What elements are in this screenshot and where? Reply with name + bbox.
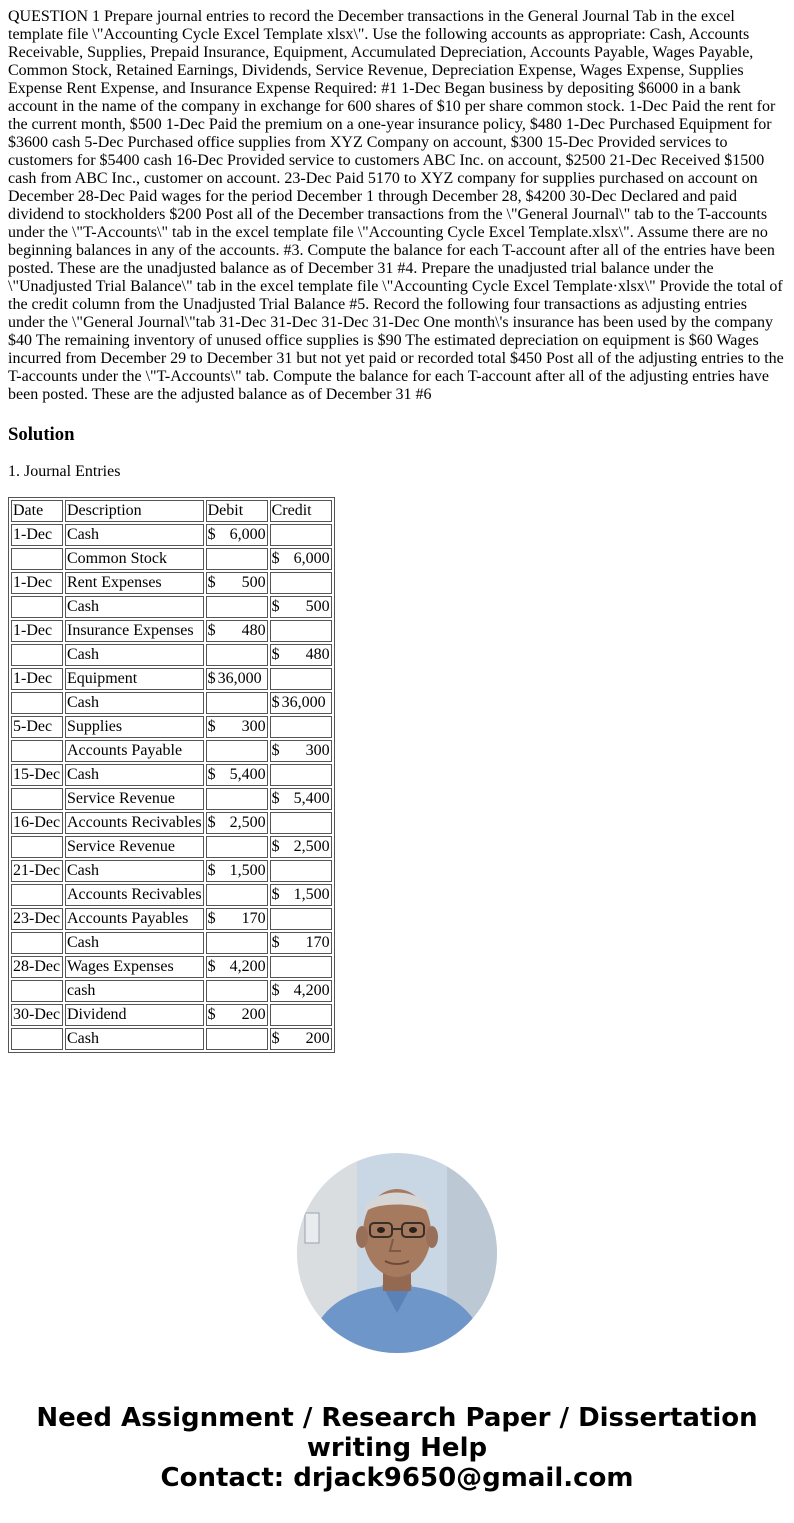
cell-debit [206, 836, 268, 858]
cell-credit [270, 524, 332, 546]
currency-symbol: $ [207, 670, 216, 687]
cell-date: 1-Dec [11, 620, 63, 642]
credit-amount: 5,400 [293, 790, 330, 807]
cell-credit [270, 1004, 332, 1026]
cell-date: 21-Dec [11, 860, 63, 882]
debit-amount: 5,400 [229, 766, 266, 783]
solution-heading: Solution [8, 424, 75, 445]
journal-entries-heading: 1. Journal Entries [8, 463, 121, 480]
cell-credit [270, 764, 332, 786]
header-debit: Debit [206, 500, 268, 522]
currency-symbol: $ [271, 598, 280, 615]
table-row [11, 836, 332, 858]
cell-debit [206, 980, 268, 1002]
table-row [11, 692, 332, 714]
cell-description: Service Revenue [65, 788, 204, 810]
table-row [11, 572, 332, 594]
cell-debit [206, 1004, 268, 1026]
cell-debit [206, 860, 268, 882]
currency-symbol: $ [271, 886, 280, 903]
cell-description: Cash [65, 1028, 204, 1050]
table-row [11, 1028, 332, 1050]
currency-symbol: $ [207, 718, 216, 735]
table-row [11, 716, 332, 738]
header-credit: Credit [270, 500, 332, 522]
currency-symbol: $ [271, 838, 280, 855]
cell-description: Wages Expenses [65, 956, 204, 978]
cell-description: Accounts Recivables [65, 884, 204, 906]
debit-amount: 300 [241, 718, 266, 735]
credit-amount: 480 [305, 646, 330, 663]
currency-symbol: $ [271, 550, 280, 567]
table-row [11, 524, 332, 546]
debit-amount: 480 [241, 622, 266, 639]
journal-table [8, 497, 335, 1053]
debit-amount: 1,500 [229, 862, 266, 879]
cell-debit [206, 644, 268, 666]
cell-debit [206, 812, 268, 834]
table-row [11, 812, 332, 834]
table-row [11, 884, 332, 906]
cell-credit [270, 1028, 332, 1050]
cell-date [11, 548, 63, 570]
credit-amount: 1,500 [293, 886, 330, 903]
currency-symbol: $ [207, 574, 216, 591]
credit-amount: 170 [305, 934, 330, 951]
currency-symbol: $ [207, 1006, 216, 1023]
table-row [11, 932, 332, 954]
table-row [11, 980, 332, 1002]
cell-description: Accounts Payables [65, 908, 204, 930]
credit-amount: 6,000 [293, 550, 330, 567]
cell-description: cash [65, 980, 204, 1002]
cell-debit [206, 548, 268, 570]
table-row [11, 740, 332, 762]
cell-description: Common Stock [65, 548, 204, 570]
credit-amount: 2,500 [293, 838, 330, 855]
table-row [11, 860, 332, 882]
table-row [11, 1004, 332, 1026]
cell-description: Cash [65, 764, 204, 786]
table-row [11, 668, 332, 690]
table-row [11, 548, 332, 570]
question-text: QUESTION 1 Prepare journal entries to record the December transactions in the General Journal Tab in the excel template file \"Accounting Cycle Excel Template xlsx\". Use the following accounts as appropriate: Cash, Accounts Receivable, Supplies, Prepaid Insurance, Equipment, Accumulated Depreciation, Accounts Payable, Wages Payable, Common Stock, Retained Earnings, Dividends, Service Revenue, Depreciation Expense, Wages Expense, Supplies Expense Rent Expense, and Insurance Expense Required: #1 1-Dec Began business by depositing $6000 in a bank account in the name of the company in exchange for 600 shares of $10 per share common stock. 1-Dec Paid the rent for the current month, $500 1-Dec Paid the premium on a one-year insurance policy, $480 1-Dec Purchased Equipment for $3600 cash 5-Dec Purchased office supplies from XYZ Company on account, $300 15-Dec Provided services to customers for $5400 cash 16-Dec Provided service to customers ABC Inc. on account, $2500 21-Dec Received $1500 cash from ABC Inc., customer on account. 23-Dec Paid 5170 to XYZ company for supplies purchased on account on December 28-Dec Paid wages for the period December 1 through December 28, $4200 30-Dec Declared and paid dividend to stockholders $200 Post all of the December transactions from the \"General Journal\" tab to the T-accounts under the \"T-Accounts\" tab in the excel template file \"Accounting Cycle Excel Template.xlsx\". Assume there are no beginning balances in any of the accounts. #3. Compute the balance for each T-account after all of the entries have been posted. These are the unadjusted balance as of December 31 #4. Prepare the unadjusted trial balance under the \"Unadjusted Trial Balance\" tab in the excel template file \"Accounting Cycle Excel Template·xlsx\" Provide the total of the credit column from the Unadjusted Trial Balance #5. Record the following four transactions as adjusting entries under the \"General Journal\"tab 31-Dec 31-Dec 31-Dec 31-Dec One month\'s insurance has been used by the company $40 The remaining inventory of unused office supplies is $90 The estimated depreciation on equipment is $60 Wages incurred from December 29 to December 31 but not yet paid or recorded total $450 Post all of the adjusting entries to the T-accounts under the \"T-Accounts\" tab. Compute the balance for each T-account after all of the adjusting entries have been posted. These are the adjusted balance as of December 31 #6 [8, 8, 784, 403]
currency-symbol: $ [207, 814, 216, 831]
cell-debit [206, 1028, 268, 1050]
table-row [11, 908, 332, 930]
journal-header-row [11, 500, 332, 522]
cell-date [11, 1028, 63, 1050]
credit-amount: 300 [305, 742, 330, 759]
cell-date: 16-Dec [11, 812, 63, 834]
cell-date: 15-Dec [11, 764, 63, 786]
cell-debit [206, 668, 268, 690]
cell-date: 1-Dec [11, 524, 63, 546]
cell-date [11, 596, 63, 618]
cell-debit [206, 788, 268, 810]
cell-description: Rent Expenses [65, 572, 204, 594]
table-row [11, 764, 332, 786]
currency-symbol: $ [207, 862, 216, 879]
header-description: Description [65, 500, 204, 522]
debit-amount: 36,000 [217, 670, 262, 687]
debit-amount: 6,000 [229, 526, 266, 543]
cell-date: 5-Dec [11, 716, 63, 738]
cell-description: Cash [65, 860, 204, 882]
cell-credit [270, 836, 332, 858]
cell-debit [206, 764, 268, 786]
cell-description: Service Revenue [65, 836, 204, 858]
cell-credit [270, 884, 332, 906]
credit-amount: 500 [305, 598, 330, 615]
currency-symbol: $ [271, 790, 280, 807]
cell-description: Dividend [65, 1004, 204, 1026]
currency-symbol: $ [271, 1030, 280, 1047]
debit-amount: 500 [241, 574, 266, 591]
currency-symbol: $ [271, 982, 280, 999]
cell-date [11, 788, 63, 810]
cell-debit [206, 620, 268, 642]
currency-symbol: $ [271, 646, 280, 663]
currency-symbol: $ [207, 910, 216, 927]
cell-date: 23-Dec [11, 908, 63, 930]
table-row [11, 596, 332, 618]
table-row [11, 788, 332, 810]
credit-amount: 36,000 [281, 694, 326, 711]
cell-debit [206, 740, 268, 762]
currency-symbol: $ [271, 934, 280, 951]
cell-credit [270, 788, 332, 810]
debit-amount: 170 [241, 910, 266, 927]
table-row [11, 644, 332, 666]
person-photo-icon [297, 1153, 497, 1353]
currency-symbol: $ [271, 742, 280, 759]
cell-description: Insurance Expenses [65, 620, 204, 642]
currency-symbol: $ [207, 766, 216, 783]
cell-description: Cash [65, 596, 204, 618]
debit-amount: 200 [241, 1006, 266, 1023]
cell-date [11, 980, 63, 1002]
currency-symbol: $ [207, 526, 216, 543]
cell-debit [206, 692, 268, 714]
cell-description: Accounts Payable [65, 740, 204, 762]
cell-description: Accounts Recivables [65, 812, 204, 834]
footer-line-2: writing Help [306, 1433, 488, 1463]
cell-credit [270, 668, 332, 690]
cell-description: Cash [65, 932, 204, 954]
cell-description: Cash [65, 644, 204, 666]
cell-debit [206, 716, 268, 738]
cell-credit [270, 860, 332, 882]
cell-credit [270, 716, 332, 738]
cell-credit [270, 980, 332, 1002]
header-date: Date [11, 500, 63, 522]
cell-description: Supplies [65, 716, 204, 738]
cell-credit [270, 740, 332, 762]
cell-description: Cash [65, 524, 204, 546]
currency-symbol: $ [207, 958, 216, 975]
cell-credit [270, 908, 332, 930]
footer-contact: Contact: drjack9650@gmail.com [160, 1463, 634, 1493]
cell-description: Equipment [65, 668, 204, 690]
cell-date [11, 932, 63, 954]
credit-amount: 200 [305, 1030, 330, 1047]
cell-date [11, 740, 63, 762]
credit-amount: 4,200 [293, 982, 330, 999]
cell-debit [206, 596, 268, 618]
cell-debit [206, 908, 268, 930]
cell-date [11, 644, 63, 666]
footer-banner [0, 1403, 794, 1493]
cell-date [11, 836, 63, 858]
cell-credit [270, 932, 332, 954]
table-row [11, 620, 332, 642]
cell-credit [270, 644, 332, 666]
currency-symbol: $ [271, 694, 280, 711]
cell-debit [206, 956, 268, 978]
cell-credit [270, 812, 332, 834]
cell-credit [270, 548, 332, 570]
cell-credit [270, 620, 332, 642]
cell-credit [270, 596, 332, 618]
cell-debit [206, 932, 268, 954]
cell-description: Cash [65, 692, 204, 714]
cell-date [11, 884, 63, 906]
cell-date: 1-Dec [11, 668, 63, 690]
cell-credit [270, 572, 332, 594]
table-row [11, 956, 332, 978]
debit-amount: 4,200 [229, 958, 266, 975]
cell-credit [270, 692, 332, 714]
cell-credit [270, 956, 332, 978]
footer-line-1: Need Assignment / Research Paper / Dissertation [36, 1403, 758, 1433]
cell-date [11, 692, 63, 714]
cell-debit [206, 524, 268, 546]
currency-symbol: $ [207, 622, 216, 639]
cell-debit [206, 884, 268, 906]
cell-date: 30-Dec [11, 1004, 63, 1026]
debit-amount: 2,500 [229, 814, 266, 831]
cell-debit [206, 572, 268, 594]
cell-date: 1-Dec [11, 572, 63, 594]
cell-date: 28-Dec [11, 956, 63, 978]
author-avatar [297, 1153, 497, 1353]
